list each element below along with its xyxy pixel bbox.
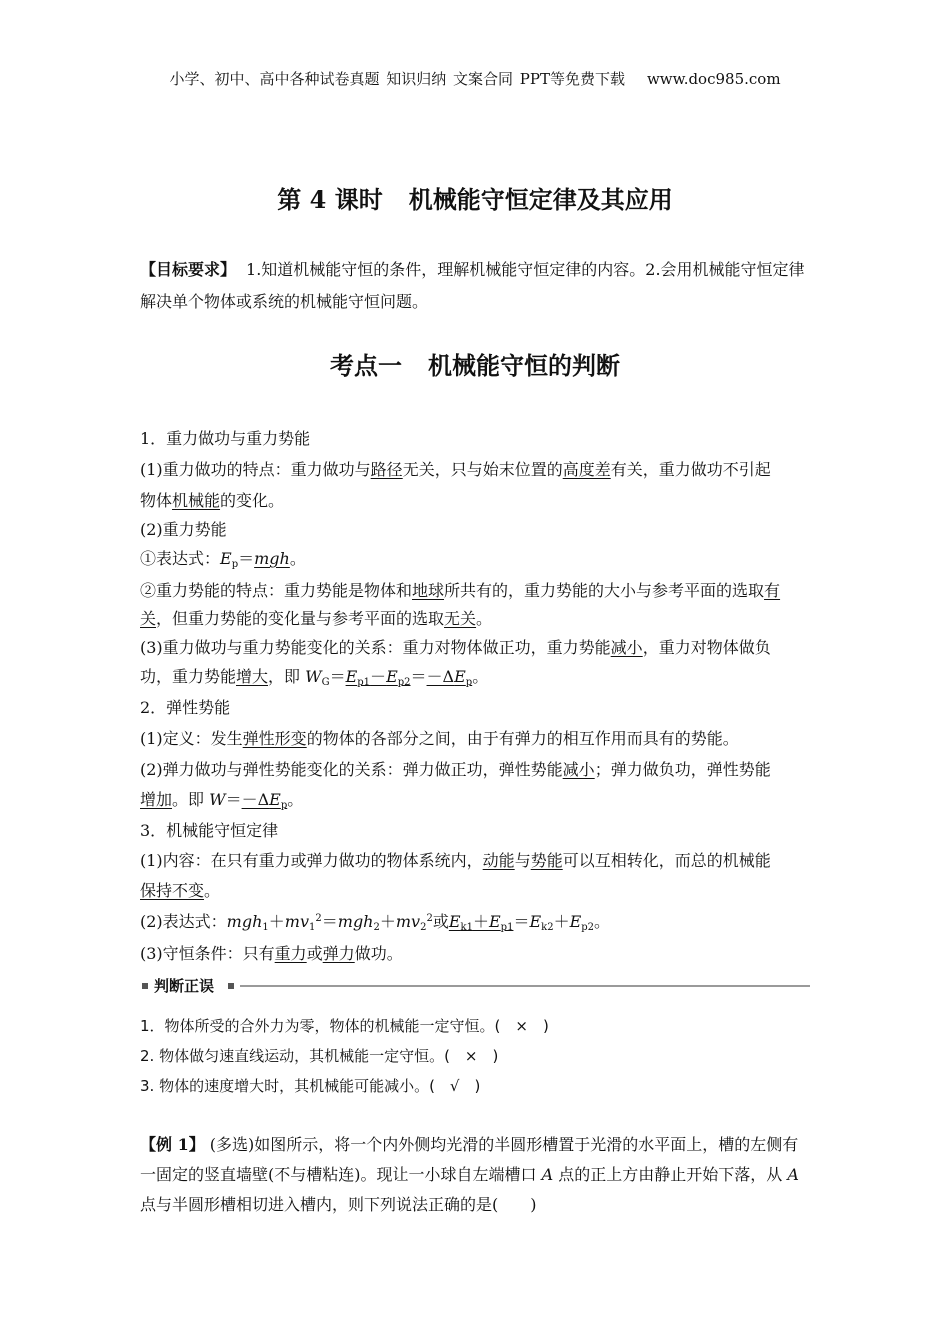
blank: 弹性形变 <box>242 729 307 748</box>
blank: mgh <box>254 549 290 568</box>
blank: 保持不变 <box>140 881 205 900</box>
blank: 重力 <box>274 944 307 963</box>
blank: 增大 <box>236 667 269 686</box>
bullet-square-icon <box>228 983 234 989</box>
heading-3: 3．机械能守恒定律 <box>140 821 279 840</box>
lesson-title <box>0 180 950 215</box>
para-5-line2: 功，重力势能增大，即 $W_G=E_{p1}-E_{p2}=-\Delta E_p$。 <box>140 667 489 688</box>
blank: 增加 <box>140 790 173 809</box>
judge-item: 2. 物体做匀速直线运动，其机械能一定守恒。( × ) <box>140 1047 499 1065</box>
example-label: 【例 1】 <box>140 1135 205 1154</box>
para-5-line1: (3)重力做功与重力势能变化的关系：重力对物体做正功，重力势能减小，重力对物体做负 <box>140 638 771 657</box>
blank: 减小 <box>610 638 643 657</box>
blank: $E_{p1}$ <box>345 667 371 688</box>
blank: 弹力 <box>322 944 355 963</box>
lesson-name: 机械能守恒定律及其应用 <box>408 185 673 214</box>
blank: 有 <box>764 581 781 600</box>
blank: 势能 <box>530 851 563 870</box>
blank: 无关 <box>444 609 477 628</box>
para-1-line1: (1)重力做功的特点：重力做功与路径无关，只与始末位置的高度差有关，重力做功不引起 <box>140 460 771 479</box>
para-10: (3)守恒条件：只有重力或弹力做功。 <box>140 944 403 963</box>
page-header <box>0 68 950 89</box>
heading-1: 1．重力做功与重力势能 <box>140 429 311 448</box>
para-2: (2)重力势能 <box>140 520 227 539</box>
para-3: ①表达式：$E_p=mgh$。 <box>140 549 306 570</box>
header-site[interactable]: www.doc985.com <box>646 70 781 88</box>
blank: 减小 <box>562 760 595 779</box>
lesson-number: 第 4 课时 <box>277 185 383 214</box>
section-name: 机械能守恒的判断 <box>428 351 620 380</box>
objective-text: 1.知道机械能守恒的条件，理解机械能守恒定律的内容。2.会用机械能守恒定律解决单个物体或系统的机械能守恒问题。 <box>140 260 805 311</box>
section-number: 考点一 <box>330 351 402 380</box>
judge-item: 1．物体所受的合外力为零，物体的机械能一定守恒。( × ) <box>140 1017 549 1035</box>
para-7-line2: 增加。即 $W=-\Delta E_p$。 <box>140 790 304 811</box>
para-6: (1)定义：发生弹性形变的物体的各部分之间，由于有弹力的相互作用而具有的势能。 <box>140 729 739 748</box>
heading-2: 2．弹性势能 <box>140 698 231 717</box>
para-8-line2: 保持不变。 <box>140 881 221 900</box>
section-title <box>0 346 950 381</box>
judge-item: 3. 物体的速度增大时，其机械能可能减小。( √ ) <box>140 1077 481 1095</box>
blank: 动能 <box>482 851 515 870</box>
blank: $E_{k1}+E_{p1}$ <box>448 912 514 933</box>
blank: － <box>370 667 387 686</box>
blank: $E_{p2}$ <box>386 667 411 688</box>
para-9: (2)表达式：$mgh_1+mv_1^2=mgh_2+mv_2^2$或$E_{k1}+E_{p1}=E_{k2}+E_{p2}$。 <box>140 912 611 933</box>
judge-section-header <box>140 976 810 996</box>
para-8-line1: (1)内容：在只有重力或弹力做功的物体系统内，动能与势能可以互相转化，而总的机械能 <box>140 851 771 870</box>
blank: 路径 <box>370 460 403 479</box>
blank: $-\Delta E_p$ <box>426 667 473 688</box>
bullet-square-icon <box>142 983 148 989</box>
blank: 机械能 <box>172 491 221 510</box>
blank: 关 <box>140 609 157 628</box>
header-text: 小学、初中、高中各种试卷真题 知识归纳 文案合同 PPT等免费下载 <box>169 70 625 88</box>
example-1: 【例 1】 (多选)如图所示，将一个内外侧均光滑的半圆形槽置于光滑的水平面上，槽的左侧有一固定的竖直墙壁(不与槽粘连)。现让一小球自左端槽口 A 点的正上方由静止开始下落，从 A 点与半圆形槽相切进入槽内，则下列说法正确的是( ) <box>140 1135 799 1214</box>
blank: $-\Delta E_p$ <box>241 790 288 811</box>
para-4-line1: ②重力势能的特点：重力势能是物体和地球所共有的，重力势能的大小与参考平面的选取有 <box>140 581 781 600</box>
judge-label: 判断正误 <box>154 977 215 995</box>
objective <box>140 254 810 318</box>
para-1-line2: 物体机械能的变化。 <box>140 491 285 510</box>
para-7-line1: (2)弹力做功与弹性势能变化的关系：弹力做正功，弹性势能减小；弹力做负功，弹性势能 <box>140 760 771 779</box>
divider <box>240 985 810 987</box>
blank: 高度差 <box>562 460 611 479</box>
para-4-line2: 关，但重力势能的变化量与参考平面的选取无关。 <box>140 609 493 628</box>
blank: 地球 <box>412 581 445 600</box>
objective-label: 【目标要求】 <box>140 260 237 279</box>
